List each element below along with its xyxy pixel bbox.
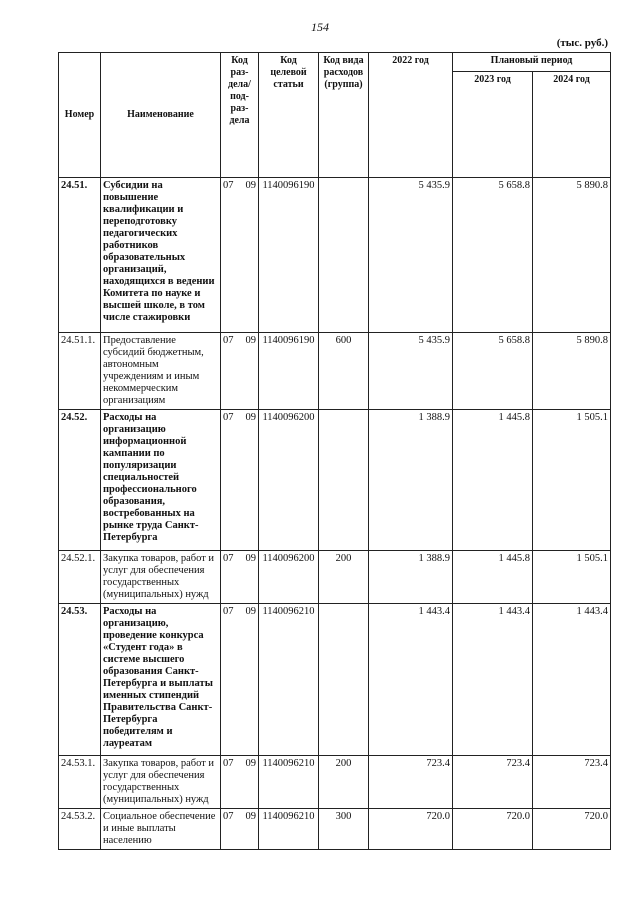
row-2022: 1 388.9 bbox=[369, 551, 453, 604]
header-name: Наименование bbox=[101, 53, 221, 178]
header-expense: Код вида расходов (группа) bbox=[319, 53, 369, 178]
row-target-code: 1140096190 bbox=[259, 333, 319, 410]
row-name: Субсидии на повышение квалификации и переподготовку педагогических работников образовательных организаций, находящихся в ведении Комитета по науке и высшей школе, в том числе стажировки bbox=[101, 178, 221, 333]
row-2022: 723.4 bbox=[369, 756, 453, 809]
page-number: 154 bbox=[311, 20, 329, 34]
row-name: Социальное обеспечение и иные выплаты населению bbox=[101, 809, 221, 850]
row-razdel bbox=[221, 178, 259, 333]
razdel-code: 07 bbox=[223, 606, 234, 617]
podrazdel-code: 09 bbox=[245, 553, 256, 564]
row-2024: 1 505.1 bbox=[533, 551, 611, 604]
razdel-code: 07 bbox=[223, 335, 234, 346]
header-razdel: Код раз-дела/ под-раз-дела bbox=[221, 53, 259, 178]
row-2023: 5 658.8 bbox=[453, 333, 533, 410]
table-row bbox=[59, 551, 611, 604]
row-expense-code: 200 bbox=[319, 551, 369, 604]
row-2023: 1 443.4 bbox=[453, 604, 533, 756]
row-name: Закупка товаров, работ и услуг для обеспечения государственных (муниципальных) нужд bbox=[101, 756, 221, 809]
row-expense-code: 300 bbox=[319, 809, 369, 850]
row-name: Закупка товаров, работ и услуг для обеспечения государственных (муниципальных) нужд bbox=[101, 551, 221, 604]
razdel-code: 07 bbox=[223, 811, 234, 822]
row-expense-code bbox=[319, 178, 369, 333]
table-body bbox=[59, 178, 611, 850]
podrazdel-code: 09 bbox=[245, 335, 256, 346]
header-row-1 bbox=[59, 53, 611, 72]
row-2022: 5 435.9 bbox=[369, 178, 453, 333]
podrazdel-code: 09 bbox=[245, 180, 256, 191]
row-name: Предоставление субсидий бюджетным, автономным учреждениям и иным некоммерческим организациям bbox=[101, 333, 221, 410]
row-target-code: 1140096210 bbox=[259, 809, 319, 850]
podrazdel-code: 09 bbox=[245, 412, 256, 423]
row-number: 24.51. bbox=[59, 178, 101, 333]
row-razdel bbox=[221, 333, 259, 410]
razdel-code: 07 bbox=[223, 758, 234, 769]
row-2024: 5 890.8 bbox=[533, 178, 611, 333]
row-target-code: 1140096210 bbox=[259, 756, 319, 809]
budget-table bbox=[58, 52, 611, 850]
row-razdel bbox=[221, 551, 259, 604]
row-target-code: 1140096200 bbox=[259, 410, 319, 551]
razdel-code: 07 bbox=[223, 180, 234, 191]
row-name: Расходы на организацию, проведение конкурса «Студент года» в системе высшего образования Санкт-Петербурга и выплаты именных стипендий Правительства Санкт-Петербурга победителям и лауреатам bbox=[101, 604, 221, 756]
row-number: 24.53.1. bbox=[59, 756, 101, 809]
header-plan-period: Плановый период bbox=[453, 53, 611, 72]
row-expense-code: 200 bbox=[319, 756, 369, 809]
row-2024: 1 505.1 bbox=[533, 410, 611, 551]
row-target-code: 1140096200 bbox=[259, 551, 319, 604]
row-2022: 720.0 bbox=[369, 809, 453, 850]
row-razdel bbox=[221, 809, 259, 850]
row-expense-code bbox=[319, 410, 369, 551]
razdel-code: 07 bbox=[223, 553, 234, 564]
row-target-code: 1140096190 bbox=[259, 178, 319, 333]
row-2023: 1 445.8 bbox=[453, 410, 533, 551]
row-2024: 720.0 bbox=[533, 809, 611, 850]
row-2023: 720.0 bbox=[453, 809, 533, 850]
row-2023: 1 445.8 bbox=[453, 551, 533, 604]
row-name: Расходы на организацию информационной кампании по популяризации специальностей профессионального образования, востребованных на рынке труда Санкт-Петербурга bbox=[101, 410, 221, 551]
row-expense-code: 600 bbox=[319, 333, 369, 410]
table-row bbox=[59, 809, 611, 850]
row-razdel bbox=[221, 756, 259, 809]
header-2022: 2022 год bbox=[369, 53, 453, 178]
podrazdel-code: 09 bbox=[245, 811, 256, 822]
table-row bbox=[59, 178, 611, 333]
header-2023: 2023 год bbox=[453, 72, 533, 178]
row-target-code: 1140096210 bbox=[259, 604, 319, 756]
row-expense-code bbox=[319, 604, 369, 756]
row-razdel bbox=[221, 604, 259, 756]
podrazdel-code: 09 bbox=[245, 606, 256, 617]
header-2024: 2024 год bbox=[533, 72, 611, 178]
table-row bbox=[59, 604, 611, 756]
row-razdel bbox=[221, 410, 259, 551]
row-2022: 1 388.9 bbox=[369, 410, 453, 551]
units-label: (тыс. руб.) bbox=[556, 37, 608, 49]
row-2022: 1 443.4 bbox=[369, 604, 453, 756]
row-2024: 5 890.8 bbox=[533, 333, 611, 410]
row-number: 24.53. bbox=[59, 604, 101, 756]
row-number: 24.52.1. bbox=[59, 551, 101, 604]
razdel-code: 07 bbox=[223, 412, 234, 423]
podrazdel-code: 09 bbox=[245, 758, 256, 769]
table-row bbox=[59, 333, 611, 410]
row-2023: 723.4 bbox=[453, 756, 533, 809]
header-number: Номер bbox=[59, 53, 101, 178]
row-2022: 5 435.9 bbox=[369, 333, 453, 410]
row-number: 24.52. bbox=[59, 410, 101, 551]
row-2024: 723.4 bbox=[533, 756, 611, 809]
table-row bbox=[59, 410, 611, 551]
table-row bbox=[59, 756, 611, 809]
row-2023: 5 658.8 bbox=[453, 178, 533, 333]
row-number: 24.53.2. bbox=[59, 809, 101, 850]
row-number: 24.51.1. bbox=[59, 333, 101, 410]
row-2024: 1 443.4 bbox=[533, 604, 611, 756]
header-target: Код целевой статьи bbox=[259, 53, 319, 178]
